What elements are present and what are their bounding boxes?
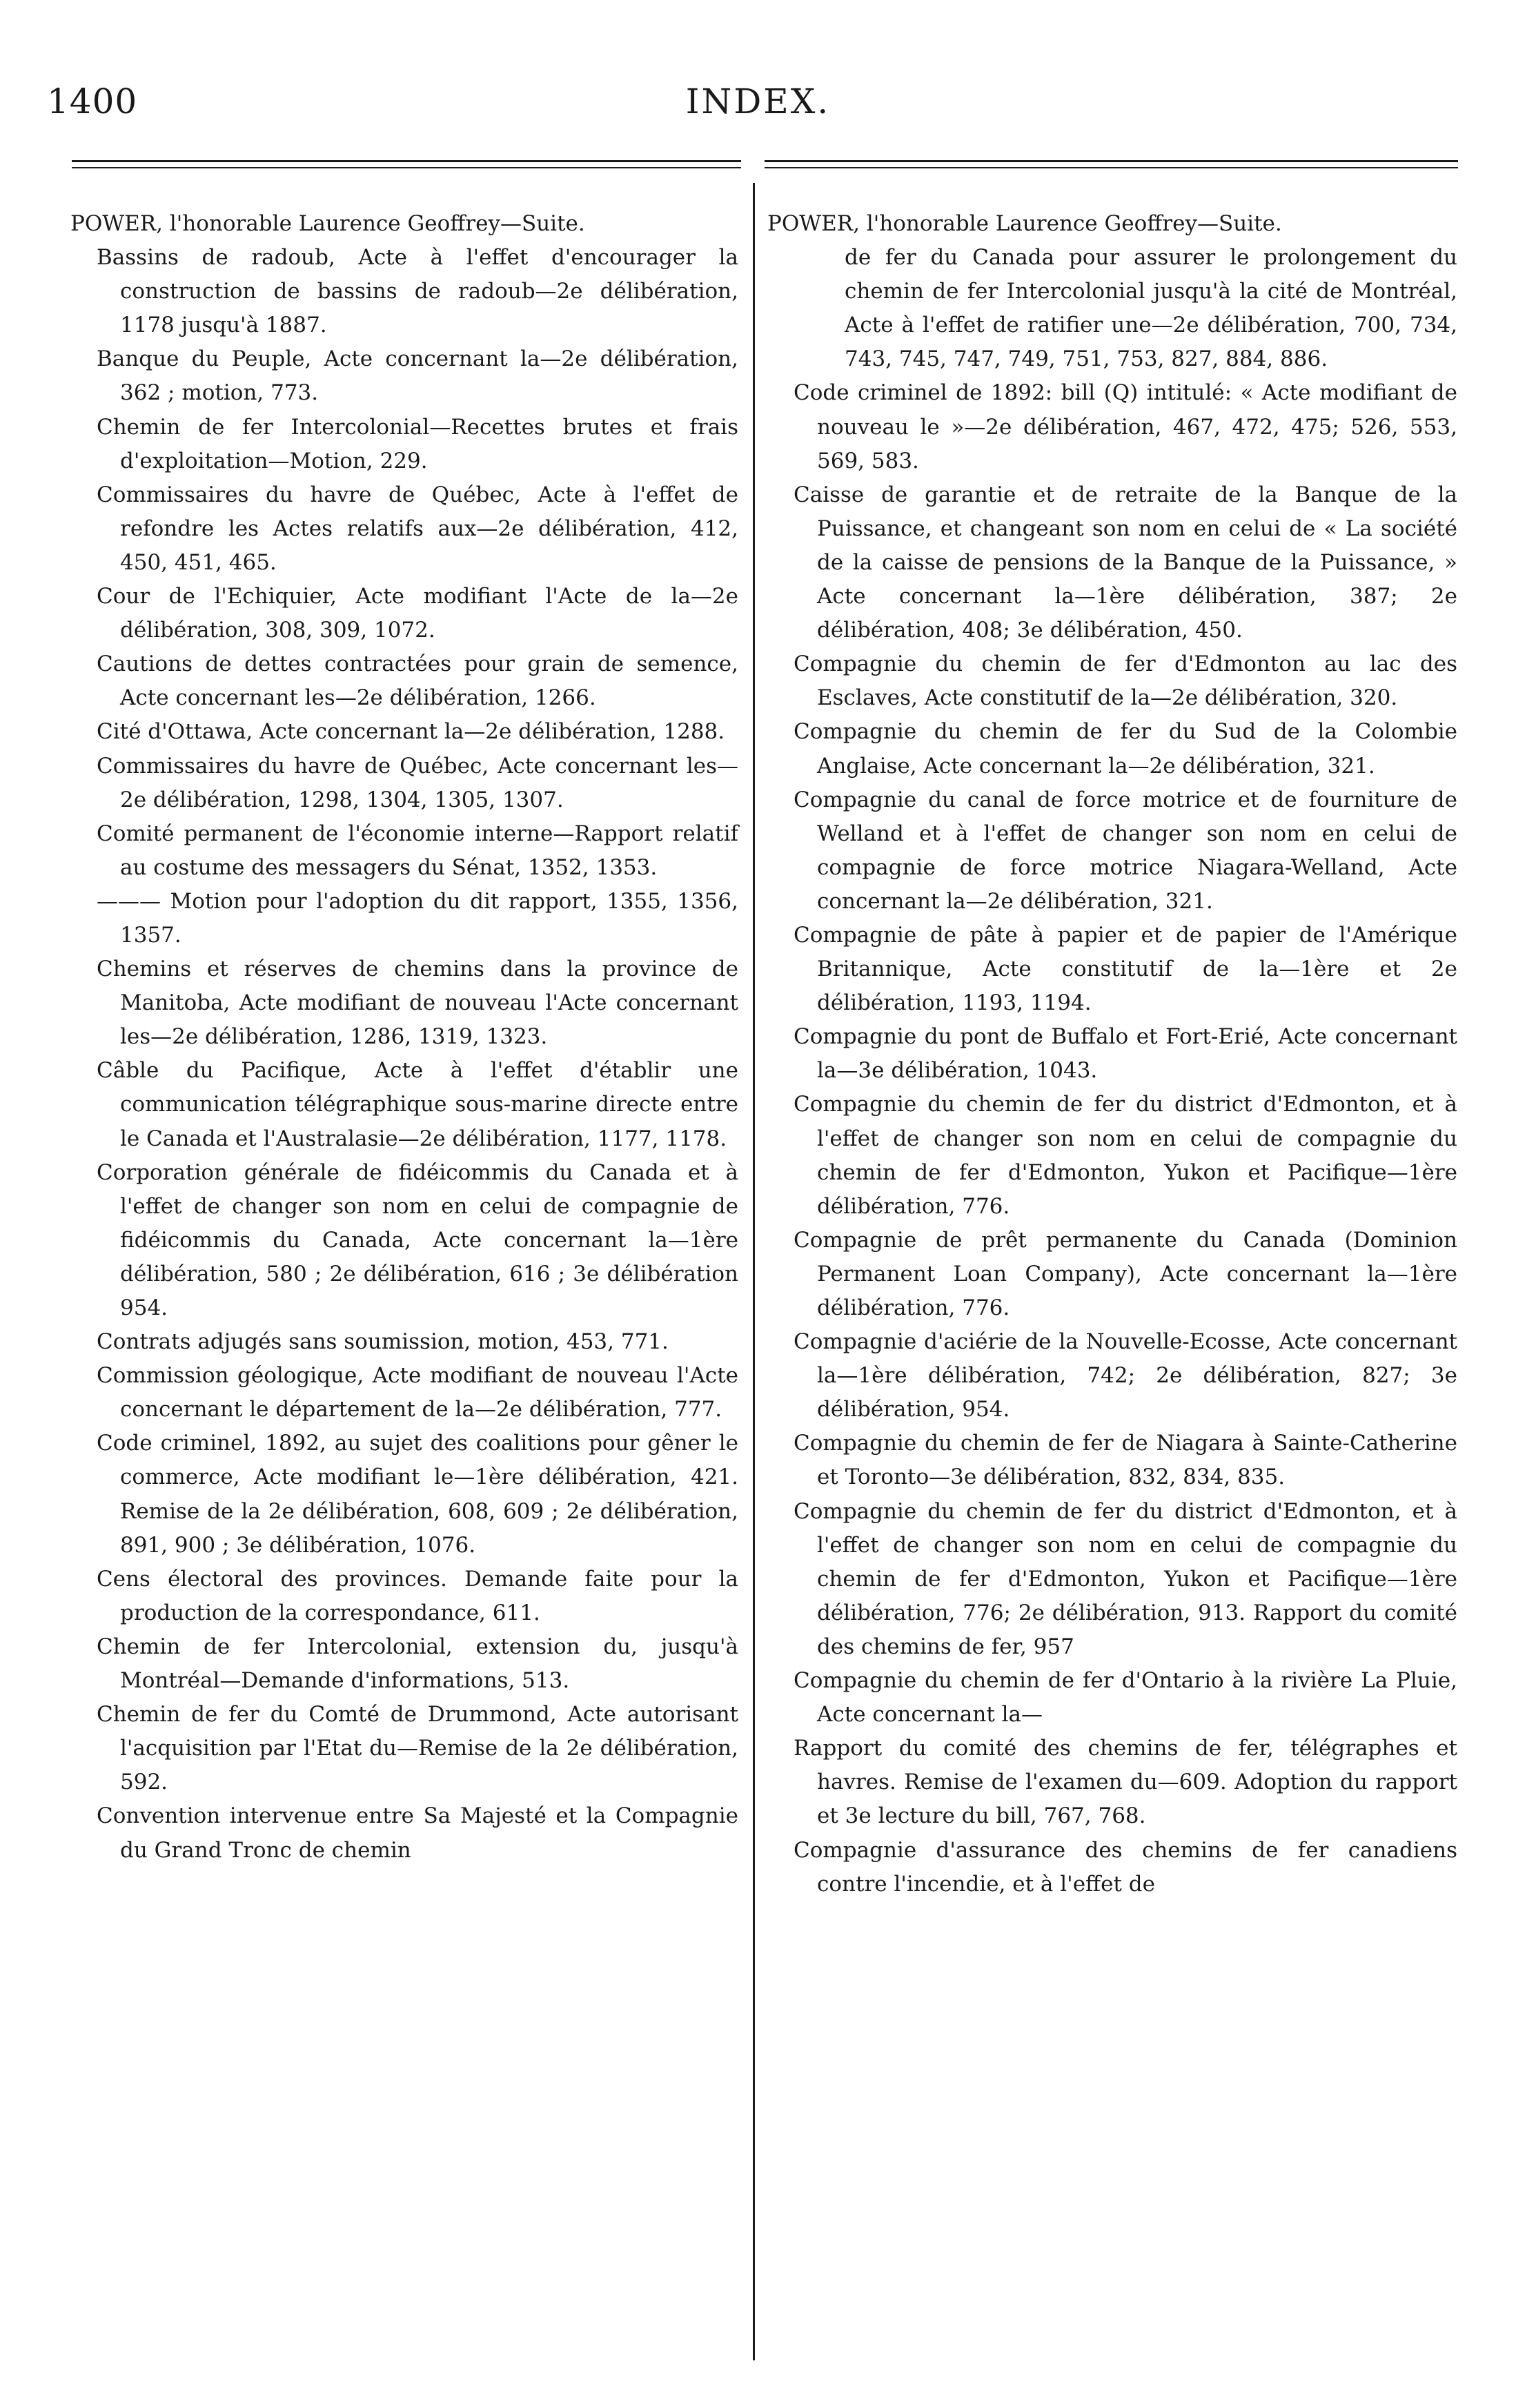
index-entry: Compagnie du chemin de fer de Niagara à Sainte-Catherine et Toronto—3e délibération, 832, 834, 835. [794,1431,1457,1490]
index-entry: Banque du Peuple, Acte concernant la—2e délibération, 362 ; motion, 773. [97,346,738,406]
index-entry: Bassins de radoub, Acte à l'effet d'encourager la construction de bassins de radoub—2e délibération, 1178 jusqu'à 1887. [97,245,738,338]
index-entry: Compagnie du chemin de fer d'Edmonton au lac des Esclaves, Acte constitutif de la—2e délibération, 320. [794,652,1457,711]
index-entry: Code criminel de 1892: bill (Q) intitulé: « Acte modifiant de nouveau le »—2e délibération, 467, 472, 475; 526, 553, 569, 583. [794,380,1457,473]
index-entry: Code criminel, 1892, au sujet des coalitions pour gêner le commerce, Acte modifiant le—1ère délibération, 421. Remise de la 2e délibération, 608, 609 ; 2e délibération, 891, 900 ; 3e délibération, 1076. [97,1431,738,1558]
index-entry: Compagnie d'assurance des chemins de fer canadiens contre l'incendie, et à l'effet de [794,1837,1457,1897]
index-entry-continuation: de fer du Canada pour assurer le prolongement du chemin de fer Intercolonial jusqu'à la cité de Montréal, Acte à l'effet de ratifier une—2e délibération, 700, 734, 743, 745, 747, 749, 751, 753, 827, 884, 886. [845,245,1457,372]
right-column-heading: POWER, l'honorable Laurence Geoffrey—Suite. [767,211,1282,236]
index-entry: Cens électoral des provinces. Demande faite pour la production de la correspondance, 611. [97,1566,738,1625]
index-entry: Commissaires du havre de Québec, Acte concernant les—2e délibération, 1298, 1304, 1305, 1307. [97,753,738,812]
index-entry: Cour de l'Echiquier, Acte modifiant l'Acte de la—2e délibération, 308, 309, 1072. [97,584,738,643]
header-rule-right [765,160,1458,173]
index-entry: Commission géologique, Acte modifiant de nouveau l'Acte concernant le département de la—2e délibération, 777. [97,1363,738,1422]
index-entry: Compagnie de prêt permanente du Canada (Dominion Permanent Loan Company), Acte concernant la—1ère délibération, 776. [794,1227,1457,1320]
running-head: INDEX. [685,81,831,121]
index-entry: Corporation générale de fidéicommis du Canada et à l'effet de changer son nom en celui de compagnie de fidéicommis du Canada, Acte concernant la—1ère délibération, 580 ; 2e délibération, 616 ; 3e délibération 954. [97,1159,738,1320]
index-entry: Compagnie du chemin de fer du district d'Edmonton, et à l'effet de changer son nom en celui de compagnie du chemin de fer d'Edmonton, Yukon et Pacifique—1ère délibération, 776; 2e délibération, 913. Rapport du comité des chemins de fer, 957 [794,1498,1457,1659]
index-entry: Cautions de dettes contractées pour grain de semence, Acte concernant les—2e délibération, 1266. [97,652,738,711]
index-entry: Compagnie du chemin de fer du Sud de la Colombie Anglaise, Acte concernant la—2e délibération, 321. [794,719,1457,779]
index-entry: Compagnie du chemin de fer du district d'Edmonton, et à l'effet de changer son nom en celui de compagnie du chemin de fer d'Edmonton, Yukon et Pacifique—1ère délibération, 776. [794,1092,1457,1219]
index-entry: Compagnie du chemin de fer d'Ontario à la rivière La Pluie, Acte concernant la— [794,1668,1457,1727]
index-entry: Compagnie du canal de force motrice et de fourniture de Welland et à l'effet de changer son nom en celui de compagnie de force motrice Niagara-Welland, Acte concernant la—2e délibération, 321. [794,787,1457,914]
index-entry: Compagnie d'aciérie de la Nouvelle-Ecosse, Acte concernant la—1ère délibération, 742; 2e délibération, 827; 3e délibération, 954. [794,1329,1457,1422]
index-entry: Chemins et réserves de chemins dans la province de Manitoba, Acte modifiant de nouveau l'Acte concernant les—2e délibération, 1286, 1319, 1323. [97,957,738,1050]
index-entry: ——— Motion pour l'adoption du dit rapport, 1355, 1356, 1357. [97,888,738,948]
index-entry: Chemin de fer Intercolonial, extension du, jusqu'à Montréal—Demande d'informations, 513. [97,1634,738,1694]
index-entry: Compagnie du pont de Buffalo et Fort-Erié, Acte concernant la—3e délibération, 1043. [794,1024,1457,1084]
index-entry: Chemin de fer Intercolonial—Recettes brutes et frais d'exploitation—Motion, 229. [97,414,738,473]
index-entry: Contrats adjugés sans soumission, motion, 453, 771. [97,1329,669,1355]
index-entry: Caisse de garantie et de retraite de la Banque de la Puissance, et changeant son nom en celui de « La société de la caisse de pensions de la Banque de la Puissance, » Acte concernant la—1ère délibération, 387; 2e délibération, 408; 3e délibération, 450. [794,482,1457,643]
index-entry: Cité d'Ottawa, Acte concernant la—2e délibération, 1288. [97,719,725,745]
index-entry: Comité permanent de l'économie interne—Rapport relatif au costume des messagers du Sénat, 1352, 1353. [97,821,738,880]
index-entry: Convention intervenue entre Sa Majesté et la Compagnie du Grand Tronc de chemin [97,1803,738,1863]
column-divider [753,183,755,2360]
index-entry: Chemin de fer du Comté de Drummond, Acte autorisant l'acquisition par l'Etat du—Remise de la 2e délibération, 592. [97,1702,738,1795]
index-entry: Commissaires du havre de Québec, Acte à l'effet de refondre les Actes relatifs aux—2e délibération, 412, 450, 451, 465. [97,482,738,575]
index-entry: Compagnie de pâte à papier et de papier de l'Amérique Britannique, Acte constitutif de la—1ère et 2e délibération, 1193, 1194. [794,922,1457,1016]
left-column-heading: POWER, l'honorable Laurence Geoffrey—Suite. [70,211,585,236]
page-header [0,81,1516,144]
index-entry: Câble du Pacifique, Acte à l'effet d'établir une communication télégraphique sous-marine directe entre le Canada et l'Australasie—2e délibération, 1177, 1178. [97,1058,738,1151]
header-rule-left [72,160,741,173]
page-number: 1400 [47,81,138,121]
right-column [767,207,1457,1901]
left-column [70,207,738,1868]
index-entry: Rapport du comité des chemins de fer, télégraphes et havres. Remise de l'examen du—609. Adoption du rapport et 3e lecture du bill, 767, 768. [794,1736,1457,1829]
